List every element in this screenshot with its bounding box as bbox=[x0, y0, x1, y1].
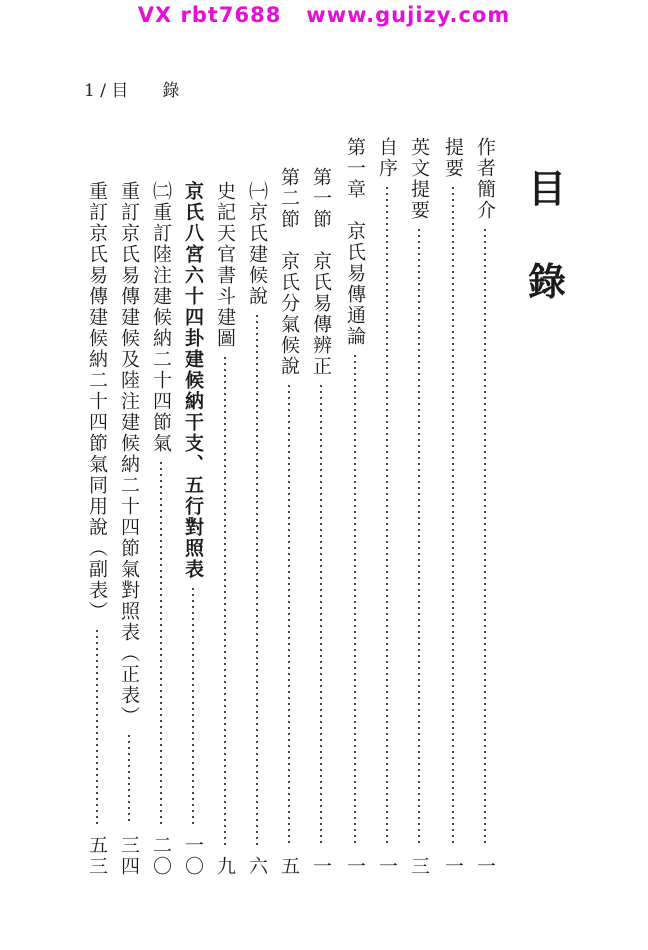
leader-dots bbox=[288, 383, 290, 846]
toc-entry-title: ㈠京氏建候說 bbox=[246, 181, 268, 307]
leader-dots bbox=[160, 460, 162, 825]
toc-entry-abstract[interactable] bbox=[438, 137, 468, 877]
toc-entry-title: 重訂京氏易傳建候及陸注建候納二十四節氣對照表（正表） bbox=[118, 181, 140, 727]
toc-entry-eight-palaces-table[interactable] bbox=[178, 137, 208, 877]
toc-entry-page: 五三 bbox=[86, 835, 108, 877]
toc-entry-page: 五 bbox=[278, 856, 300, 877]
page-title-char-2: 錄 bbox=[527, 259, 566, 304]
toc-entry-page: 六 bbox=[246, 856, 268, 877]
toc-entry-dipper-chart[interactable] bbox=[210, 137, 240, 877]
toc-entry-title: 提要 bbox=[442, 137, 464, 179]
leader-dots bbox=[354, 353, 356, 846]
toc-entry-page: 九 bbox=[214, 856, 236, 877]
toc-entry-page: 三四 bbox=[118, 835, 140, 877]
toc-entry-page: 一 bbox=[344, 856, 366, 877]
toc-entry-page: 三 bbox=[408, 856, 430, 877]
toc-entry-page: 一 bbox=[376, 856, 398, 877]
running-head: 1 / 目 錄 bbox=[84, 81, 180, 101]
toc-entry-author-bio[interactable] bbox=[470, 137, 500, 877]
toc-entry-title: 第一章 京氏易傳通論 bbox=[344, 137, 366, 347]
toc-entry-subsection-2[interactable] bbox=[146, 137, 176, 877]
leader-dots bbox=[192, 586, 194, 825]
toc-entry-page: 二〇 bbox=[150, 835, 172, 877]
leader-dots bbox=[320, 383, 322, 846]
toc-entry-title: 重訂京氏易傳建候納二十四節氣同用說（副表） bbox=[86, 181, 108, 622]
page-title bbox=[524, 166, 570, 304]
page-title-char-1: 目 bbox=[527, 166, 566, 211]
toc-entry-page: 一〇 bbox=[182, 835, 204, 877]
leader-dots bbox=[418, 227, 420, 846]
toc-entry-title: 第二節 京氏分氣候說 bbox=[278, 167, 300, 377]
toc-entry-page: 一 bbox=[310, 856, 332, 877]
toc-entry-chapter-1[interactable] bbox=[340, 137, 370, 877]
toc-entry-section-2[interactable] bbox=[274, 137, 304, 877]
toc-entry-preface[interactable] bbox=[372, 137, 402, 877]
toc-entry-page: 一 bbox=[442, 856, 464, 877]
toc-entry-title: 英文提要 bbox=[408, 137, 430, 221]
toc-entry-page: 一 bbox=[474, 856, 496, 877]
leader-dots bbox=[128, 733, 130, 825]
toc-entry-english-abstract[interactable] bbox=[404, 137, 434, 877]
watermark-text: VX rbt7688 www.gujizy.com bbox=[137, 3, 511, 27]
toc-entry-main-table[interactable] bbox=[114, 137, 144, 877]
toc-entry-subsection-1[interactable] bbox=[242, 137, 272, 877]
toc-entry-title: 第一節 京氏易傳辨正 bbox=[310, 167, 332, 377]
leader-dots bbox=[224, 355, 226, 846]
leader-dots bbox=[452, 185, 454, 846]
toc-entry-title: 京氏八宮六十四卦建候納干支、五行對照表 bbox=[182, 181, 204, 580]
toc-entry-title: 作者簡介 bbox=[474, 137, 496, 221]
toc-entry-title: 史記天官書斗建圖 bbox=[214, 181, 236, 349]
leader-dots bbox=[484, 227, 486, 846]
leader-dots bbox=[256, 313, 258, 846]
toc-entry-section-1[interactable] bbox=[306, 137, 336, 877]
toc-entry-secondary-table[interactable] bbox=[82, 137, 112, 877]
leader-dots bbox=[386, 185, 388, 846]
toc-entry-title: 自序 bbox=[376, 137, 398, 179]
leader-dots bbox=[96, 628, 98, 825]
toc-entry-title: ㈡重訂陸注建候納二十四節氣 bbox=[150, 181, 172, 454]
